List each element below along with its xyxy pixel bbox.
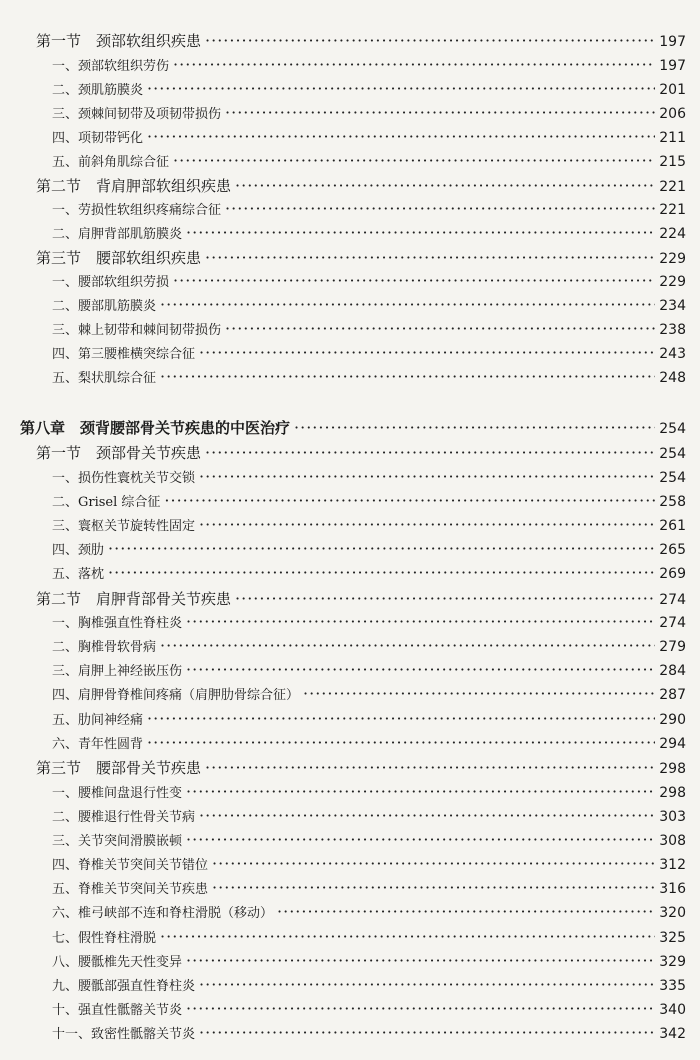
toc-item bbox=[52, 999, 686, 1018]
toc-page-number: 279 bbox=[659, 639, 686, 655]
toc-page-number: 229 bbox=[659, 251, 686, 267]
toc-label: 第一节 颈部软组织疾患 bbox=[36, 32, 202, 50]
toc-section bbox=[36, 757, 686, 778]
toc-label: 三、关节突间滑膜嵌顿 bbox=[52, 834, 183, 849]
toc-page-number: 298 bbox=[659, 785, 686, 801]
toc-label: 三、肩胛上神经嵌压伤 bbox=[52, 664, 183, 679]
toc-item bbox=[52, 951, 686, 970]
toc-label: 二、腰部肌筋膜炎 bbox=[52, 299, 157, 314]
toc-page-number: 329 bbox=[659, 954, 686, 970]
toc-label: 九、腰骶部强直性脊柱炎 bbox=[52, 979, 196, 994]
toc-item bbox=[52, 975, 686, 994]
toc-item bbox=[52, 902, 686, 921]
toc-page-number: 254 bbox=[659, 470, 686, 486]
toc-page-number: 238 bbox=[659, 322, 686, 338]
toc-page-number: 303 bbox=[659, 809, 686, 825]
toc-label: 三、寰枢关节旋转性固定 bbox=[52, 519, 196, 534]
leader-dots bbox=[277, 902, 655, 921]
toc-page-number: 312 bbox=[659, 857, 686, 873]
leader-dots bbox=[186, 782, 655, 801]
toc-item bbox=[52, 223, 686, 242]
toc-page-number: 298 bbox=[659, 761, 686, 777]
toc-label: 五、梨状肌综合征 bbox=[52, 371, 157, 386]
toc-label: 八、腰骶椎先天性变异 bbox=[52, 955, 183, 970]
toc-item bbox=[52, 295, 686, 314]
toc-label: 一、腰椎间盘退行性变 bbox=[52, 786, 183, 801]
toc-section bbox=[36, 247, 686, 268]
toc-page-number: 290 bbox=[659, 712, 686, 728]
leader-dots bbox=[205, 31, 655, 50]
leader-dots bbox=[160, 927, 655, 946]
leader-dots bbox=[205, 758, 655, 777]
toc-page-number: 320 bbox=[659, 905, 686, 921]
leader-dots bbox=[108, 563, 655, 582]
toc-item bbox=[52, 127, 686, 146]
toc-label: 四、颈肋 bbox=[52, 543, 105, 558]
toc-item bbox=[52, 684, 686, 703]
leader-dots bbox=[186, 660, 655, 679]
toc-label: 一、腰部软组织劳损 bbox=[52, 275, 170, 290]
toc-label: 六、青年性圆背 bbox=[52, 737, 144, 752]
toc-item bbox=[52, 1023, 686, 1042]
toc-label: 六、椎弓峡部不连和脊柱滑脱（移动） bbox=[52, 906, 274, 921]
toc-item bbox=[52, 151, 686, 170]
toc-item bbox=[52, 103, 686, 122]
leader-dots bbox=[160, 636, 655, 655]
leader-dots bbox=[160, 295, 655, 314]
leader-dots bbox=[186, 830, 655, 849]
leader-dots bbox=[160, 367, 655, 386]
toc-page-number: 254 bbox=[659, 446, 686, 462]
toc-page-number: 243 bbox=[659, 346, 686, 362]
toc-label: 五、脊椎关节突间关节疾患 bbox=[52, 882, 209, 897]
toc-page-number: 201 bbox=[659, 82, 686, 98]
toc-label: 三、棘上韧带和棘间韧带损伤 bbox=[52, 323, 222, 338]
toc-item bbox=[52, 830, 686, 849]
toc-page-number: 269 bbox=[659, 566, 686, 582]
leader-dots bbox=[147, 709, 655, 728]
toc-label: 一、劳损性软组织疼痛综合征 bbox=[52, 203, 222, 218]
toc-page-number: 342 bbox=[659, 1026, 686, 1042]
leader-dots bbox=[199, 343, 655, 362]
toc-item bbox=[52, 927, 686, 946]
toc-item bbox=[52, 319, 686, 338]
toc-item bbox=[52, 709, 686, 728]
toc-item bbox=[52, 491, 686, 510]
leader-dots bbox=[225, 103, 655, 122]
toc-page-number: 215 bbox=[659, 154, 686, 170]
toc-label: 七、假性脊柱滑脱 bbox=[52, 931, 157, 946]
toc-item bbox=[52, 343, 686, 362]
toc-page-number: 206 bbox=[659, 106, 686, 122]
toc-item bbox=[52, 79, 686, 98]
toc-item bbox=[52, 199, 686, 218]
toc-section bbox=[36, 175, 686, 196]
toc-label: 五、前斜角肌综合征 bbox=[52, 155, 170, 170]
toc-section bbox=[36, 30, 686, 51]
toc-page-number: 258 bbox=[659, 494, 686, 510]
toc-item bbox=[52, 806, 686, 825]
toc-item bbox=[52, 612, 686, 631]
toc-label: 一、颈部软组织劳伤 bbox=[52, 59, 170, 74]
leader-dots bbox=[173, 55, 655, 74]
leader-dots bbox=[173, 151, 655, 170]
leader-dots bbox=[199, 1023, 655, 1042]
leader-dots bbox=[235, 176, 655, 195]
toc-page-number: 197 bbox=[659, 34, 686, 50]
toc-section bbox=[36, 442, 686, 463]
toc-section bbox=[36, 588, 686, 609]
toc-item bbox=[52, 563, 686, 582]
toc-item bbox=[52, 367, 686, 386]
toc-item bbox=[52, 55, 686, 74]
toc-label: 五、肋间神经痛 bbox=[52, 713, 144, 728]
toc-label: 二、Grisel 综合征 bbox=[52, 495, 161, 510]
toc-label: 第八章 颈背腰部骨关节疾患的中医治疗 bbox=[20, 419, 291, 437]
toc-page-number: 221 bbox=[659, 179, 686, 195]
leader-dots bbox=[225, 319, 655, 338]
toc-item bbox=[52, 271, 686, 290]
toc-page-number: 265 bbox=[659, 542, 686, 558]
toc-label: 三、颈棘间韧带及项韧带损伤 bbox=[52, 107, 222, 122]
leader-dots bbox=[147, 127, 655, 146]
toc-label: 第二节 背肩胛部软组织疾患 bbox=[36, 177, 232, 195]
leader-dots bbox=[186, 999, 655, 1018]
toc-label: 二、腰椎退行性骨关节病 bbox=[52, 810, 196, 825]
leader-dots bbox=[199, 467, 655, 486]
leader-dots bbox=[147, 79, 655, 98]
leader-dots bbox=[199, 806, 655, 825]
toc-item bbox=[52, 660, 686, 679]
toc-label: 四、项韧带钙化 bbox=[52, 131, 144, 146]
toc-page-number: 229 bbox=[659, 274, 686, 290]
toc-page-number: 325 bbox=[659, 930, 686, 946]
toc-page-number: 274 bbox=[659, 592, 686, 608]
leader-dots bbox=[235, 589, 655, 608]
leader-dots bbox=[147, 733, 655, 752]
leader-dots bbox=[205, 248, 655, 267]
toc-label: 第二节 肩胛背部骨关节疾患 bbox=[36, 590, 232, 608]
toc-chapter bbox=[20, 417, 686, 438]
leader-dots bbox=[186, 223, 655, 242]
toc-page-number: 308 bbox=[659, 833, 686, 849]
toc-item bbox=[52, 636, 686, 655]
toc-label: 第三节 腰部软组织疾患 bbox=[36, 249, 202, 267]
toc-label: 四、肩胛骨脊椎间疼痛（肩胛肋骨综合征） bbox=[52, 688, 300, 703]
leader-dots bbox=[205, 443, 655, 462]
leader-dots bbox=[186, 612, 655, 631]
toc-label: 第三节 腰部骨关节疾患 bbox=[36, 759, 202, 777]
toc-label: 二、肩胛背部肌筋膜炎 bbox=[52, 227, 183, 242]
toc-page-number: 316 bbox=[659, 881, 686, 897]
leader-dots bbox=[199, 975, 655, 994]
leader-dots bbox=[173, 271, 655, 290]
toc-label: 第一节 颈部骨关节疾患 bbox=[36, 444, 202, 462]
toc-page-number: 221 bbox=[659, 202, 686, 218]
toc-item bbox=[52, 878, 686, 897]
leader-dots bbox=[212, 878, 655, 897]
toc-page-number: 340 bbox=[659, 1002, 686, 1018]
leader-dots bbox=[294, 418, 655, 437]
toc-item bbox=[52, 515, 686, 534]
toc-item bbox=[52, 733, 686, 752]
toc-page-number: 248 bbox=[659, 370, 686, 386]
toc-label: 二、颈肌筋膜炎 bbox=[52, 83, 144, 98]
toc-item bbox=[52, 782, 686, 801]
toc-label: 四、脊椎关节突间关节错位 bbox=[52, 858, 209, 873]
toc-page-number: 287 bbox=[659, 687, 686, 703]
toc-page-number: 224 bbox=[659, 226, 686, 242]
toc-page-number: 335 bbox=[659, 978, 686, 994]
leader-dots bbox=[108, 539, 655, 558]
toc-page-number: 274 bbox=[659, 615, 686, 631]
toc-label: 四、第三腰椎横突综合征 bbox=[52, 347, 196, 362]
toc-label: 一、损伤性寰枕关节交锁 bbox=[52, 471, 196, 486]
leader-dots bbox=[303, 684, 655, 703]
toc-label: 十一、致密性骶髂关节炎 bbox=[52, 1027, 196, 1042]
leader-dots bbox=[212, 854, 655, 873]
toc-page-number: 284 bbox=[659, 663, 686, 679]
toc-page-number: 261 bbox=[659, 518, 686, 534]
toc-page-number: 294 bbox=[659, 736, 686, 752]
leader-dots bbox=[186, 951, 655, 970]
toc-item bbox=[52, 467, 686, 486]
toc-item bbox=[52, 539, 686, 558]
leader-dots bbox=[225, 199, 655, 218]
toc-label: 十、强直性骶髂关节炎 bbox=[52, 1003, 183, 1018]
toc-page-number: 254 bbox=[659, 421, 686, 437]
toc-label: 五、落枕 bbox=[52, 567, 105, 582]
toc-page-number: 197 bbox=[659, 58, 686, 74]
toc-page-number: 211 bbox=[659, 130, 686, 146]
toc-label: 二、胸椎骨软骨病 bbox=[52, 640, 157, 655]
toc-item bbox=[52, 854, 686, 873]
leader-dots bbox=[199, 515, 655, 534]
toc-page-number: 234 bbox=[659, 298, 686, 314]
leader-dots bbox=[164, 491, 655, 510]
toc-label: 一、胸椎强直性脊柱炎 bbox=[52, 616, 183, 631]
